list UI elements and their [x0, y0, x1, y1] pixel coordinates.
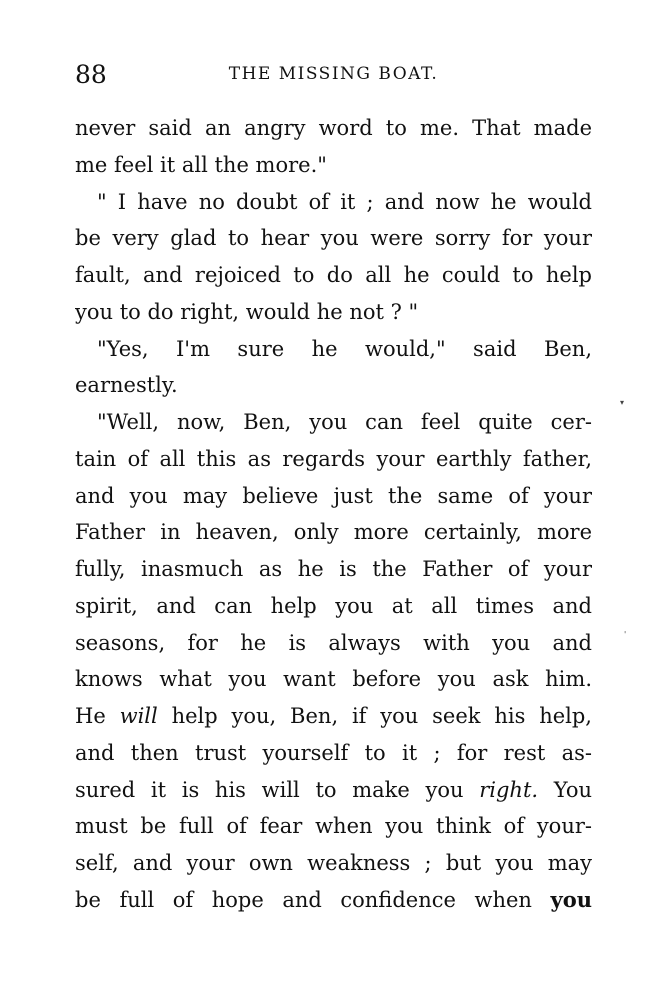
bold-word: you: [550, 886, 592, 912]
text-line: "Well, now, Ben, you can feel quite cer-: [97, 410, 592, 434]
text-line: must be full of fear when you think of your-: [75, 814, 592, 839]
text-line: [75, 698, 592, 735]
text-line: be very glad to hear you were sorry for your: [75, 226, 592, 251]
text-line: Father in heaven, only more certainly, more: [75, 520, 592, 545]
print-speck: ': [624, 630, 627, 639]
text-line: "Yes, I'm sure he would," said Ben,: [97, 336, 592, 361]
text-line: fully, inasmuch as he is the Father of your: [75, 557, 592, 581]
text-line: you to do right, would he not ? ": [75, 299, 419, 324]
text-line: self, and your own weakness ; but you may: [75, 851, 592, 875]
text-line: [75, 882, 592, 919]
text-fragment: be full of hope and confidence when: [75, 887, 532, 912]
text-line: tain of all this as regards your earthly father,: [75, 446, 592, 471]
text-line: seasons, for he is always with you and: [75, 630, 592, 655]
running-title: THE MISSING BOAT.: [228, 64, 439, 84]
page-header: [75, 60, 592, 94]
text-fragment: sured it is his will to make you: [75, 777, 464, 802]
text-line: knows what you want before you ask him.: [75, 667, 592, 692]
italic-word: will: [119, 704, 158, 728]
text-fragment: You: [553, 777, 592, 802]
text-fragment: help you, Ben, if you seek his help,: [171, 704, 592, 728]
print-speck: ▾: [620, 398, 625, 407]
page-number: 88: [75, 60, 107, 89]
text-line: [75, 772, 592, 809]
text-line: never said an angry word to me. That made: [75, 116, 592, 140]
italic-word: right.: [479, 777, 539, 802]
text-line: me feel it all the more.": [75, 152, 327, 177]
text-line: fault, and rejoiced to do all he could to help: [75, 263, 592, 287]
text-fragment: He: [75, 704, 106, 728]
text-line: and you may believe just the same of your: [75, 483, 592, 508]
text-line: earnestly.: [75, 373, 178, 398]
body-text: [75, 110, 592, 919]
text-line: and then trust yourself to it ; for rest as-: [75, 740, 592, 765]
text-line: spirit, and can help you at all times and: [75, 593, 592, 618]
text-line: " I have no doubt of it ; and now he would: [97, 189, 592, 214]
